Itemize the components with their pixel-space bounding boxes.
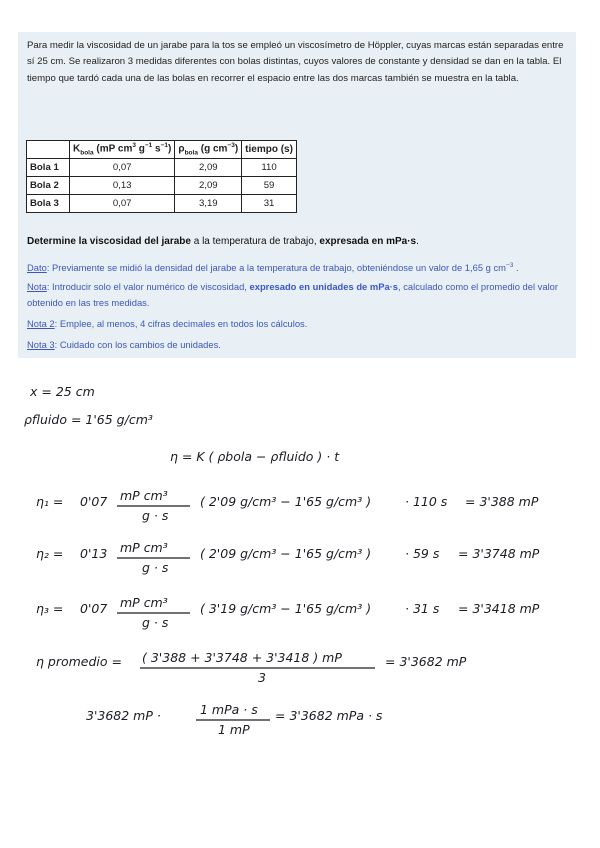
hw-eta1-time: · 110 s [405, 494, 448, 509]
table-row [27, 159, 297, 177]
row-label: Bola 3 [27, 195, 70, 213]
note-label[interactable]: Nota 3 [27, 339, 55, 350]
note-label[interactable]: Nota [27, 281, 47, 292]
hw-eta3-den: g · s [142, 615, 169, 630]
hw-formula: η = K ( ρbola − ρfluido ) · t [170, 449, 340, 464]
cell-time: 110 [242, 159, 297, 177]
hw-eta2-label: η₂ = [36, 546, 64, 561]
hw-eta1-paren: ( 2'09 g/cm³ − 1'65 g/cm³ ) [200, 494, 372, 509]
hw-conv-result: = 3'3682 mPa · s [275, 708, 383, 723]
hw-avg-label: η promedio = [36, 654, 122, 669]
cell-time: 31 [242, 195, 297, 213]
cell-rho: 3,19 [175, 195, 242, 213]
hw-eta3-k: 0'07 [80, 601, 108, 616]
hw-distance: x = 25 cm [30, 384, 95, 399]
handwritten-solution [0, 368, 600, 738]
cell-time: 59 [242, 177, 297, 195]
cell-k: 0,07 [70, 195, 175, 213]
row-label: Bola 1 [27, 159, 70, 177]
hw-eta3-num: mP cm³ [120, 595, 168, 610]
cell-rho: 2,09 [175, 159, 242, 177]
hw-eta2-k: 0'13 [80, 546, 108, 561]
header-empty [27, 141, 70, 159]
note-1: Nota: Introducir solo el valor numérico de viscosidad, expresado en unidades de mPa·s, calculado como el promedio del valor obtenido en las tres medidas. [27, 281, 558, 308]
hw-eta1-result: = 3'388 mP [465, 494, 539, 509]
table-row [27, 195, 297, 213]
note-2: Nota 2: Emplee, al menos, 4 cifras decimales en todos los cálculos. [27, 318, 308, 329]
hw-avg-num: ( 3'388 + 3'3748 + 3'3418 ) mP [142, 650, 342, 665]
hw-conv-den: 1 mP [218, 722, 250, 737]
note-3: Nota 3: Cuidado con los cambios de unidades. [27, 339, 221, 350]
hw-eta2-num: mP cm³ [120, 540, 168, 555]
cell-rho: 2,09 [175, 177, 242, 195]
hw-eta2-den: g · s [142, 560, 169, 575]
row-label: Bola 2 [27, 177, 70, 195]
header-k: $K_{bola}$ (mP $cm^3$ $g^{-1}$ $s^{-1}$) [70, 141, 175, 159]
hw-eta2-result: = 3'3748 mP [458, 546, 540, 561]
table-header-row [27, 141, 297, 159]
hw-eta3-paren: ( 3'19 g/cm³ − 1'65 g/cm³ ) [200, 601, 372, 616]
cell-k: 0,07 [70, 159, 175, 177]
hw-eta3-time: · 31 s [405, 601, 440, 616]
cell-k: 0,13 [70, 177, 175, 195]
hw-fluid-density: ρfluido = 1'65 g/cm³ [24, 412, 153, 427]
hw-eta1-den: g · s [142, 508, 169, 523]
header-rho: $\rho_{bola}$ (g $cm^{-3}$) [175, 141, 242, 159]
hw-eta1-num: mP cm³ [120, 488, 168, 503]
hw-eta1-k: 0'07 [80, 494, 108, 509]
note-label[interactable]: Dato [27, 262, 47, 274]
table-row [27, 177, 297, 195]
task-statement: Determine la viscosidad del jarabe a la temperatura de trabajo, expresada en mPa·s. [27, 236, 419, 247]
hw-avg-result: = 3'3682 mP [385, 654, 467, 669]
data-table [26, 140, 297, 213]
hw-eta1-label: η₁ = [36, 494, 64, 509]
hw-conv-num: 1 mPa · s [200, 702, 258, 717]
hw-eta2-time: · 59 s [405, 546, 440, 561]
hw-conv-left: 3'3682 mP · [86, 708, 161, 723]
data-note: Dato: Previamente se midió la densidad del jarabe a la temperatura de trabajo, obteniéndose un valor de 1,65 g $cm^{-3}$ . [27, 262, 519, 274]
hw-eta2-paren: ( 2'09 g/cm³ − 1'65 g/cm³ ) [200, 546, 372, 561]
hw-eta3-result: = 3'3418 mP [458, 601, 540, 616]
header-time: tiempo (s) [242, 141, 297, 159]
hw-avg-den: 3 [258, 670, 266, 685]
note-label[interactable]: Nota 2 [27, 318, 55, 329]
problem-statement: Para medir la viscosidad de un jarabe para la tos se empleó un viscosímetro de Höppler, cuyas marcas están separadas entre sí 25 cm. Se realizaron 3 medidas diferentes con bolas distintas, cuyos valores de constante y densidad se dan en la tabla. El tiempo que tardó cada una de las bolas en recorrer el espacio entre las dos marcas también se muestra en la tabla. [27, 40, 564, 84]
hw-eta3-label: η₃ = [36, 601, 64, 616]
